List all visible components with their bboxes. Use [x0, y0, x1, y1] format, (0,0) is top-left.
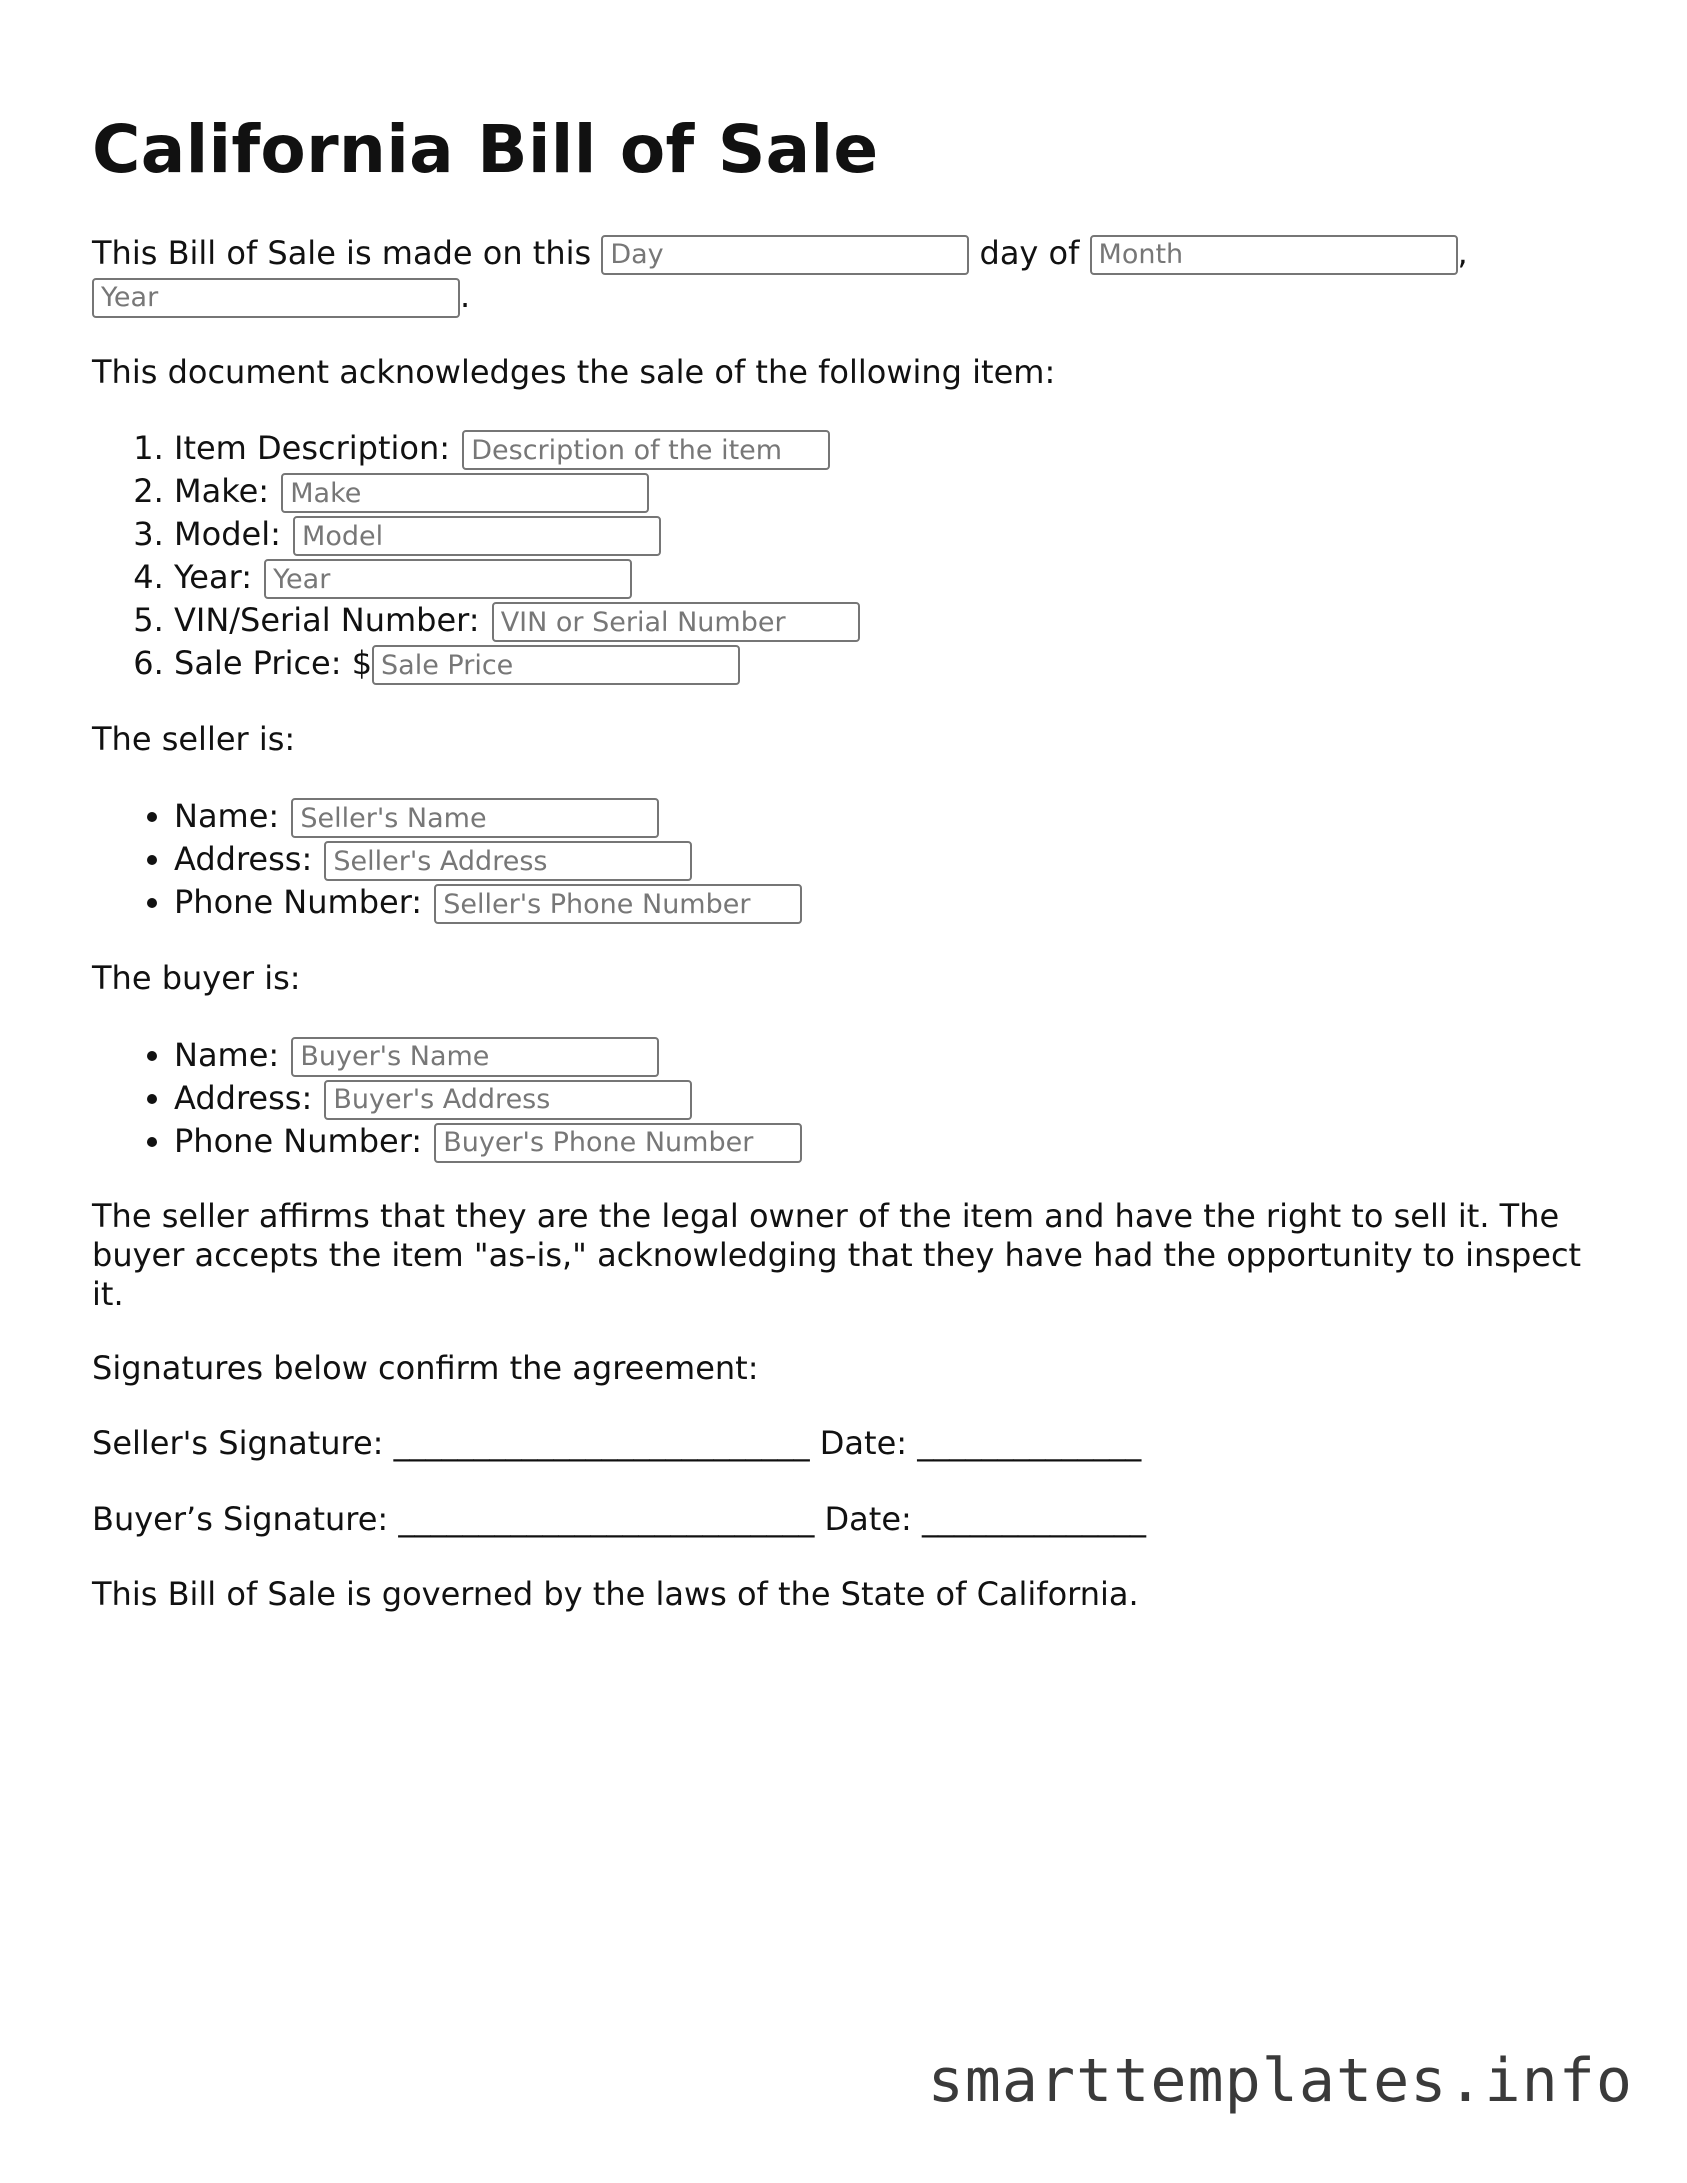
watermark-text: smarttemplates.info — [927, 2046, 1633, 2116]
list-item-seller-name — [174, 795, 1612, 838]
intro-day-of: day of — [979, 233, 1080, 272]
intro-comma: , — [1457, 233, 1468, 272]
list-item-description — [174, 427, 1612, 470]
page-title: California Bill of Sale — [92, 111, 879, 188]
item-details-list — [92, 427, 1612, 685]
list-item-seller-phone — [174, 881, 1612, 924]
buyer-phone-label: Phone Number: — [174, 1121, 423, 1160]
seller-phone-input[interactable] — [434, 884, 802, 924]
seller-heading: The seller is: — [92, 720, 296, 759]
acknowledgement-text: This document acknowledges the sale of the following item: — [92, 352, 1056, 391]
list-item-sale-price — [174, 642, 1612, 685]
document-page — [92, 112, 1612, 1650]
day-input[interactable] — [601, 235, 969, 275]
buyer-heading: The buyer is: — [92, 959, 301, 998]
seller-phone-label: Phone Number: — [174, 883, 423, 922]
list-item-seller-address — [174, 838, 1612, 881]
seller-name-label: Name: — [174, 797, 280, 836]
seller-name-input[interactable] — [291, 798, 659, 838]
sale-price-label: Sale Price: $ — [174, 644, 373, 683]
item-description-input[interactable] — [462, 430, 830, 470]
list-item-year — [174, 556, 1612, 599]
list-item-vin — [174, 599, 1612, 642]
buyer-address-label: Address: — [174, 1078, 313, 1117]
item-year-label: Year: — [174, 558, 252, 597]
buyer-address-input[interactable] — [324, 1080, 692, 1120]
buyer-details-list — [92, 1034, 1612, 1163]
intro-prefix: This Bill of Sale is made on this — [92, 233, 592, 272]
model-label: Model: — [174, 515, 281, 554]
seller-address-input[interactable] — [324, 841, 692, 881]
make-input[interactable] — [281, 473, 649, 513]
intro-paragraph — [92, 232, 1612, 318]
buyer-name-input[interactable] — [291, 1037, 659, 1077]
list-item-buyer-address — [174, 1077, 1612, 1120]
list-item-model — [174, 513, 1612, 556]
signatures-intro: Signatures below confirm the agreement: — [92, 1348, 759, 1387]
vin-input[interactable] — [492, 602, 860, 642]
buyer-signature-line: Buyer’s Signature: __________________________ Date: ______________ — [92, 1499, 1146, 1538]
affirmation-paragraph: The seller affirms that they are the legal owner of the item and have the right to sell it. The buyer accepts the item "as-is," acknowledging that they have had the opportunity to inspect it. — [92, 1196, 1582, 1313]
buyer-phone-input[interactable] — [434, 1123, 802, 1163]
sale-price-input[interactable] — [372, 645, 740, 685]
list-item-buyer-phone — [174, 1120, 1612, 1163]
governing-law-text: This Bill of Sale is governed by the laws of the State of California. — [92, 1575, 1139, 1614]
intro-period: . — [460, 276, 471, 315]
year-input[interactable] — [92, 278, 460, 318]
item-description-label: Item Description: — [174, 429, 451, 468]
seller-address-label: Address: — [174, 840, 313, 879]
month-input[interactable] — [1090, 235, 1458, 275]
list-item-make — [174, 470, 1612, 513]
make-label: Make: — [174, 472, 270, 511]
model-input[interactable] — [293, 516, 661, 556]
seller-details-list — [92, 795, 1612, 924]
buyer-name-label: Name: — [174, 1035, 280, 1074]
item-year-input[interactable] — [264, 559, 632, 599]
list-item-buyer-name — [174, 1034, 1612, 1077]
seller-signature-line: Seller's Signature: __________________________ Date: ______________ — [92, 1424, 1142, 1463]
vin-label: VIN/Serial Number: — [174, 601, 480, 640]
